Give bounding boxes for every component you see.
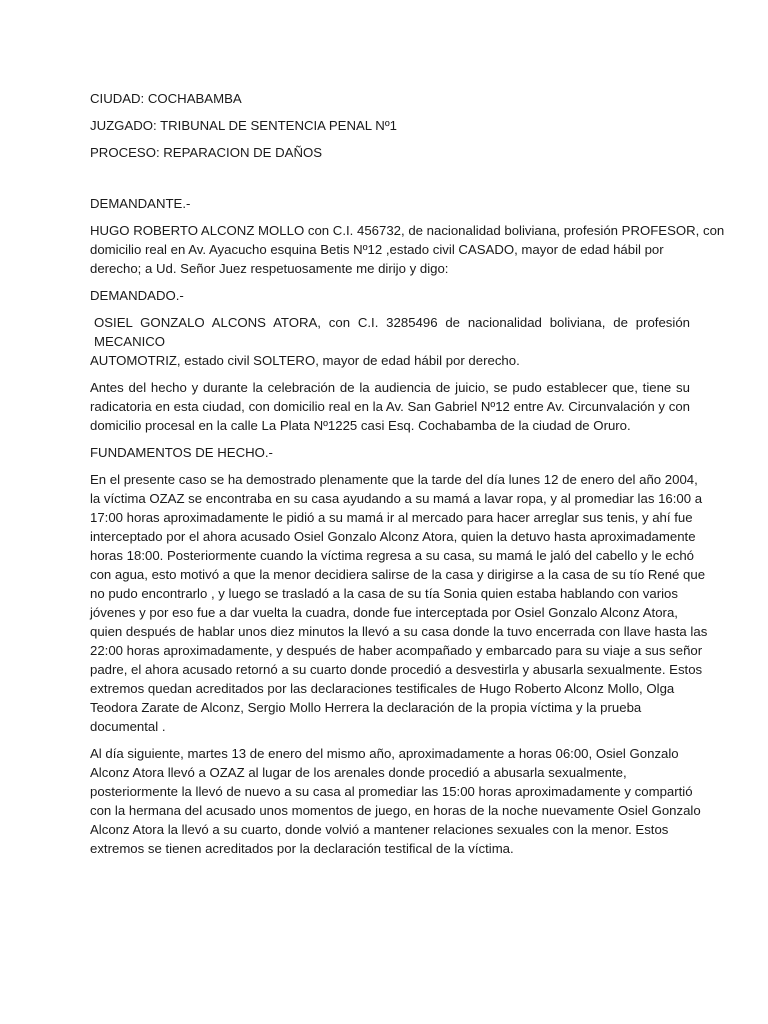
demandante-paragraph	[90, 221, 725, 278]
text-line: derecho; a Ud. Señor Juez respetuosamente me dirijo y digo:	[90, 261, 449, 276]
text-line: OSIEL GONZALO ALCONS ATORA, con C.I. 3285496 de nacionalidad boliviana, de profesión MECANICO	[94, 315, 690, 349]
header-juzgado: JUZGADO: TRIBUNAL DE SENTENCIA PENAL Nº1	[90, 118, 397, 133]
text-line: quien después de hablar unos diez minutos la llevó a su casa donde la tuvo encerrada con llave hasta las	[90, 624, 708, 639]
text-line: documental .	[90, 719, 166, 734]
text-line: 22:00 horas aproximadamente, y después de haber acompañado y embarcado para su viaje a sus señor	[90, 643, 703, 658]
text-line: Alconz Atora llevó a OZAZ al lugar de los arenales donde procedió a abusarla sexualmente,	[90, 765, 627, 780]
spacer	[90, 170, 690, 194]
demandado-label: DEMANDADO.-	[90, 288, 184, 303]
text-line: la víctima OZAZ se encontraba en su casa ayudando a su mamá a lavar ropa, y al promediar las 16:00 a	[90, 491, 703, 506]
fundamentos-label: FUNDAMENTOS DE HECHO.-	[90, 445, 273, 460]
text-line: horas 18:00. Posteriormente cuando la víctima regresa a su casa, su mamá le jaló del cabello y le echó	[90, 548, 695, 563]
text-line: interceptado por el ahora acusado Osiel Gonzalo Alconz Atora, quien la detuvo hasta aproximadamente	[90, 529, 696, 544]
header-ciudad: CIUDAD: COCHABAMBA	[90, 91, 242, 106]
text-line: no pudo encontrarlo , y luego se trasladó a la casa de su tía Sonia quien estaba hablando con varios	[90, 586, 678, 601]
fundamentos-paragraph-2	[90, 744, 701, 858]
text-line: posteriormente la llevó de nuevo a su casa al promediar las 15:00 horas aproximadamente y compartió	[90, 784, 693, 799]
header-proceso: PROCESO: REPARACION DE DAÑOS	[90, 145, 323, 160]
text-line: con la hermana del acusado unos momentos de juego, en horas de la noche nuevamente Osiel Gonzalo	[90, 803, 701, 818]
text-line: con agua, esto motivó a que la menor decidiera salirse de la casa y dirigirse a la casa de su tío René que	[90, 567, 706, 582]
text-line: AUTOMOTRIZ, estado civil SOLTERO, mayor de edad hábil por derecho.	[90, 353, 520, 368]
text-line: domicilio procesal en la calle La Plata Nº1225 casi Esq. Cochabamba de la ciudad de Oruro.	[90, 418, 631, 433]
text-line: padre, el ahora acusado retornó a su cuarto donde procedió a desvestirla y abusarla sexualmente. Estos	[90, 662, 703, 677]
demandado-paragraph	[90, 313, 690, 370]
text-line: jóvenes y por eso fue a dar vuelta la cuadra, donde fue interceptada por Osiel Gonzalo Alconz Atora,	[90, 605, 678, 620]
text-line: radicatoria en esta ciudad, con domicilio real en la Av. San Gabriel Nº12 entre Av. Circunvalación y con	[90, 399, 690, 414]
text-line: extremos se tienen acreditados por la declaración testifical de la víctima.	[90, 841, 514, 856]
demandante-label: DEMANDANTE.-	[90, 196, 191, 211]
text-line: Alconz Atora la llevó a su cuarto, donde volvió a mantener relaciones sexuales con la menor. Estos	[90, 822, 669, 837]
text-line: Al día siguiente, martes 13 de enero del mismo año, aproximadamente a horas 06:00, Osiel Gonzalo	[90, 746, 679, 761]
text-line: 17:00 horas aproximadamente le pidió a su mamá ir al mercado para hacer arreglar sus tenis, y ahí fue	[90, 510, 693, 525]
antes-paragraph	[90, 378, 690, 435]
text-line: Antes del hecho y durante la celebración de la audiencia de juicio, se pudo establecer que, tiene su	[90, 380, 690, 395]
text-line: Teodora Zarate de Alconz, Sergio Mollo Herrera la declaración de la propia víctima y la prueba	[90, 700, 642, 715]
fundamentos-paragraph-1	[90, 470, 708, 736]
text-line: En el presente caso se ha demostrado plenamente que la tarde del día lunes 12 de enero del año 2004,	[90, 472, 698, 487]
text-line: extremos quedan acreditados por las declaraciones testificales de Hugo Roberto Alconz Mollo, Olga	[90, 681, 675, 696]
text-line: domicilio real en Av. Ayacucho esquina Betis Nº12 ,estado civil CASADO, mayor de edad hábil por	[90, 242, 664, 257]
text-line: HUGO ROBERTO ALCONZ MOLLO con C.I. 456732, de nacionalidad boliviana, profesión PROFESOR, con	[90, 223, 725, 238]
